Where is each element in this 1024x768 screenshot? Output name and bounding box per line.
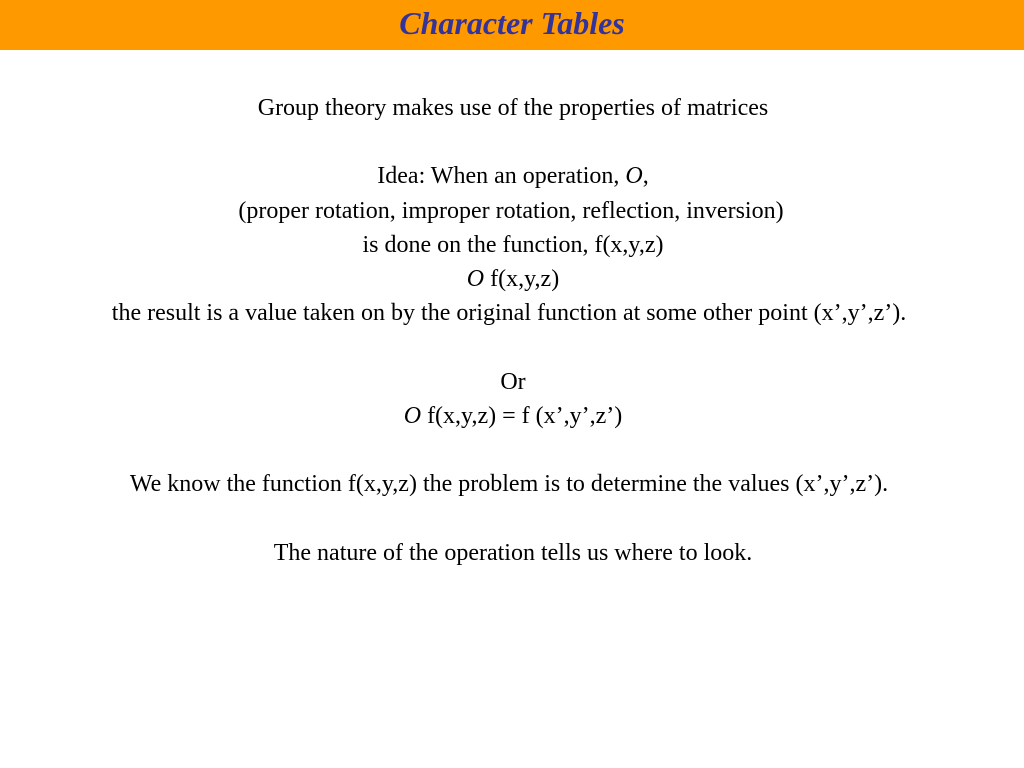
done-on-line: is done on the function, f(x,y,z) bbox=[362, 231, 664, 258]
or-line: Or bbox=[500, 368, 526, 395]
blank-line bbox=[1, 330, 1024, 364]
operation-symbol: O bbox=[466, 266, 485, 292]
operation-symbol: O bbox=[625, 163, 643, 190]
operations-line: (proper rotation, improper rotation, reflection, inversion) bbox=[238, 197, 784, 224]
operator-applied-line bbox=[1, 262, 1024, 296]
result-line: the result is a value taken on by the original function at some other point (x’,y’,z’). bbox=[111, 300, 907, 327]
know-line: We know the function f(x,y,z) the problem is to determine the values (x’,y’,z’). bbox=[129, 471, 889, 498]
blank-line bbox=[1, 433, 1024, 467]
slide-body bbox=[0, 91, 1024, 570]
title-bar bbox=[0, 0, 1024, 50]
idea-prefix: Idea: When an operation, bbox=[377, 163, 626, 190]
equation-expression: f(x,y,z) = f (x’,y’,z’) bbox=[421, 402, 623, 429]
slide-title: Character Tables bbox=[399, 5, 625, 41]
equation-line bbox=[1, 399, 1024, 433]
function-expression: f(x,y,z) bbox=[484, 266, 560, 292]
nature-line: The nature of the operation tells us where to look. bbox=[273, 539, 753, 566]
idea-suffix: , bbox=[642, 163, 649, 190]
intro-line: Group theory makes use of the properties of matrices bbox=[257, 95, 769, 121]
idea-line bbox=[1, 159, 1024, 193]
operation-symbol: O bbox=[403, 402, 422, 429]
blank-line bbox=[1, 501, 1024, 535]
blank-line bbox=[1, 125, 1024, 159]
